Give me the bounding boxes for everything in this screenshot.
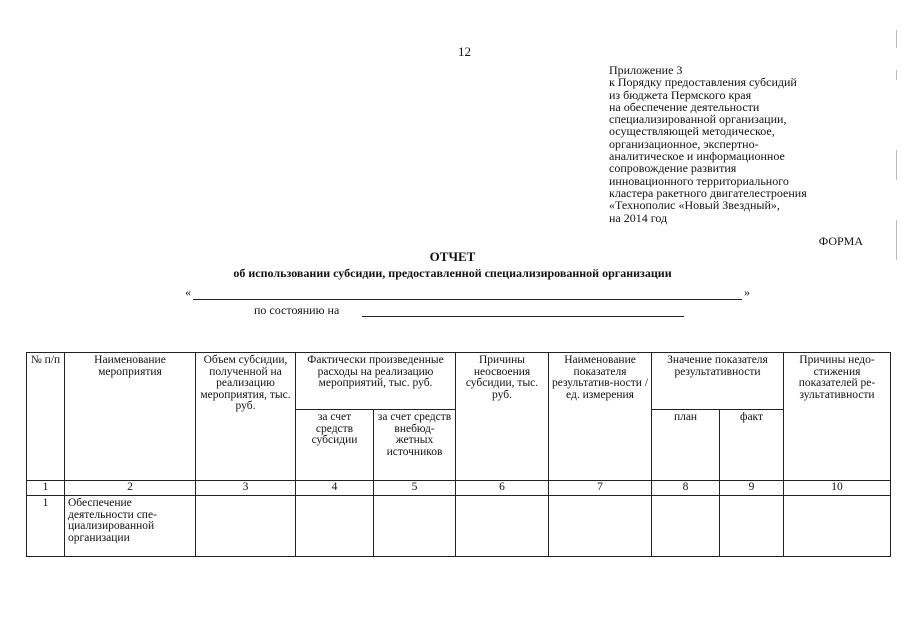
appendix-line: Приложение 3 — [609, 63, 683, 77]
appendix-line: кластера ракетного двигателестроения — [609, 185, 807, 200]
row-event-name: Обеспечение деятельности спе-циализированной организации — [65, 496, 196, 557]
column-number: 2 — [65, 481, 196, 496]
header-event-name: Наименование мероприятия — [65, 353, 196, 481]
row-unspent-reasons-cell — [456, 496, 549, 557]
quote-close: » — [744, 285, 750, 299]
report-table — [26, 352, 891, 557]
report-subtitle: об использовании субсидии, предоставленной специализированной организации — [233, 266, 672, 280]
row-subsidy-volume-cell — [196, 496, 296, 557]
column-number: 8 — [652, 481, 720, 496]
row-num: 1 — [27, 496, 65, 557]
column-number: 9 — [720, 481, 784, 496]
quote-open: « — [185, 285, 191, 299]
appendix-line: «Технополис «Новый Звездный», — [609, 198, 780, 213]
table-row — [27, 496, 891, 557]
appendix-line: к Порядку предоставления субсидий — [609, 75, 797, 90]
report-title: ОТЧЕТ — [429, 249, 476, 264]
header-subsidy-volume: Объем субсидии, полученной на реализацию мероприятия, тыс. руб. — [196, 353, 296, 481]
header-num: № п/п — [27, 353, 65, 481]
appendix-line: из бюджета Пермского края — [609, 87, 752, 102]
column-number: 5 — [374, 481, 456, 496]
header-failure-reasons: Причины недо-стижения показателей ре-зультативности — [784, 353, 891, 481]
header-indicator-value: Значение показателя результативности — [652, 353, 784, 410]
header-actual-expenses: Фактически произведенные расходы на реализацию мероприятий, тыс. руб. — [296, 353, 456, 410]
column-number: 3 — [196, 481, 296, 496]
appendix-line: организационное, экспертно- — [609, 136, 759, 151]
scan-edge-marks — [893, 30, 901, 290]
row-from-subsidy-cell — [296, 496, 374, 557]
header-unspent-reasons: Причины неосвоения субсидии, тыс. руб. — [456, 353, 549, 481]
row-fact-cell — [720, 496, 784, 557]
appendix-line: на обеспечение деятельности — [609, 99, 760, 114]
appendix-line: аналитическое и информационное — [609, 149, 785, 164]
row-from-offbudget-cell — [374, 496, 456, 557]
header-from-offbudget: за счет средств внебюд-жетных источников — [374, 410, 456, 481]
appendix-note — [609, 64, 899, 224]
row-plan-cell — [652, 496, 720, 557]
header-indicator-name: Наименование показателя результатив-ности / ед. измерения — [549, 353, 652, 481]
appendix-line: инновационного территориального — [609, 173, 789, 188]
appendix-line: специализированной организации, — [609, 112, 787, 127]
header-from-subsidy: за счет средств субсидии — [296, 410, 374, 481]
appendix-line: сопровождение развития — [609, 161, 737, 176]
appendix-line: осуществляющей методическое, — [609, 124, 775, 139]
appendix-line: на 2014 год — [609, 210, 668, 225]
column-number: 4 — [296, 481, 374, 496]
as-of-date-blank — [362, 316, 684, 317]
column-number: 7 — [549, 481, 652, 496]
row-failure-reasons-cell — [784, 496, 891, 557]
column-number-row — [27, 481, 891, 496]
form-label: ФОРМА — [818, 234, 863, 248]
page-number: 12 — [458, 44, 471, 59]
header-fact: факт — [720, 410, 784, 481]
column-number: 6 — [456, 481, 549, 496]
column-number: 10 — [784, 481, 891, 496]
row-indicator-name-cell — [549, 496, 652, 557]
column-number: 1 — [27, 481, 65, 496]
organization-name-blank — [193, 299, 742, 300]
as-of-label: по состоянию на — [254, 303, 340, 317]
as-of-date-line — [254, 303, 339, 318]
header-plan: план — [652, 410, 720, 481]
